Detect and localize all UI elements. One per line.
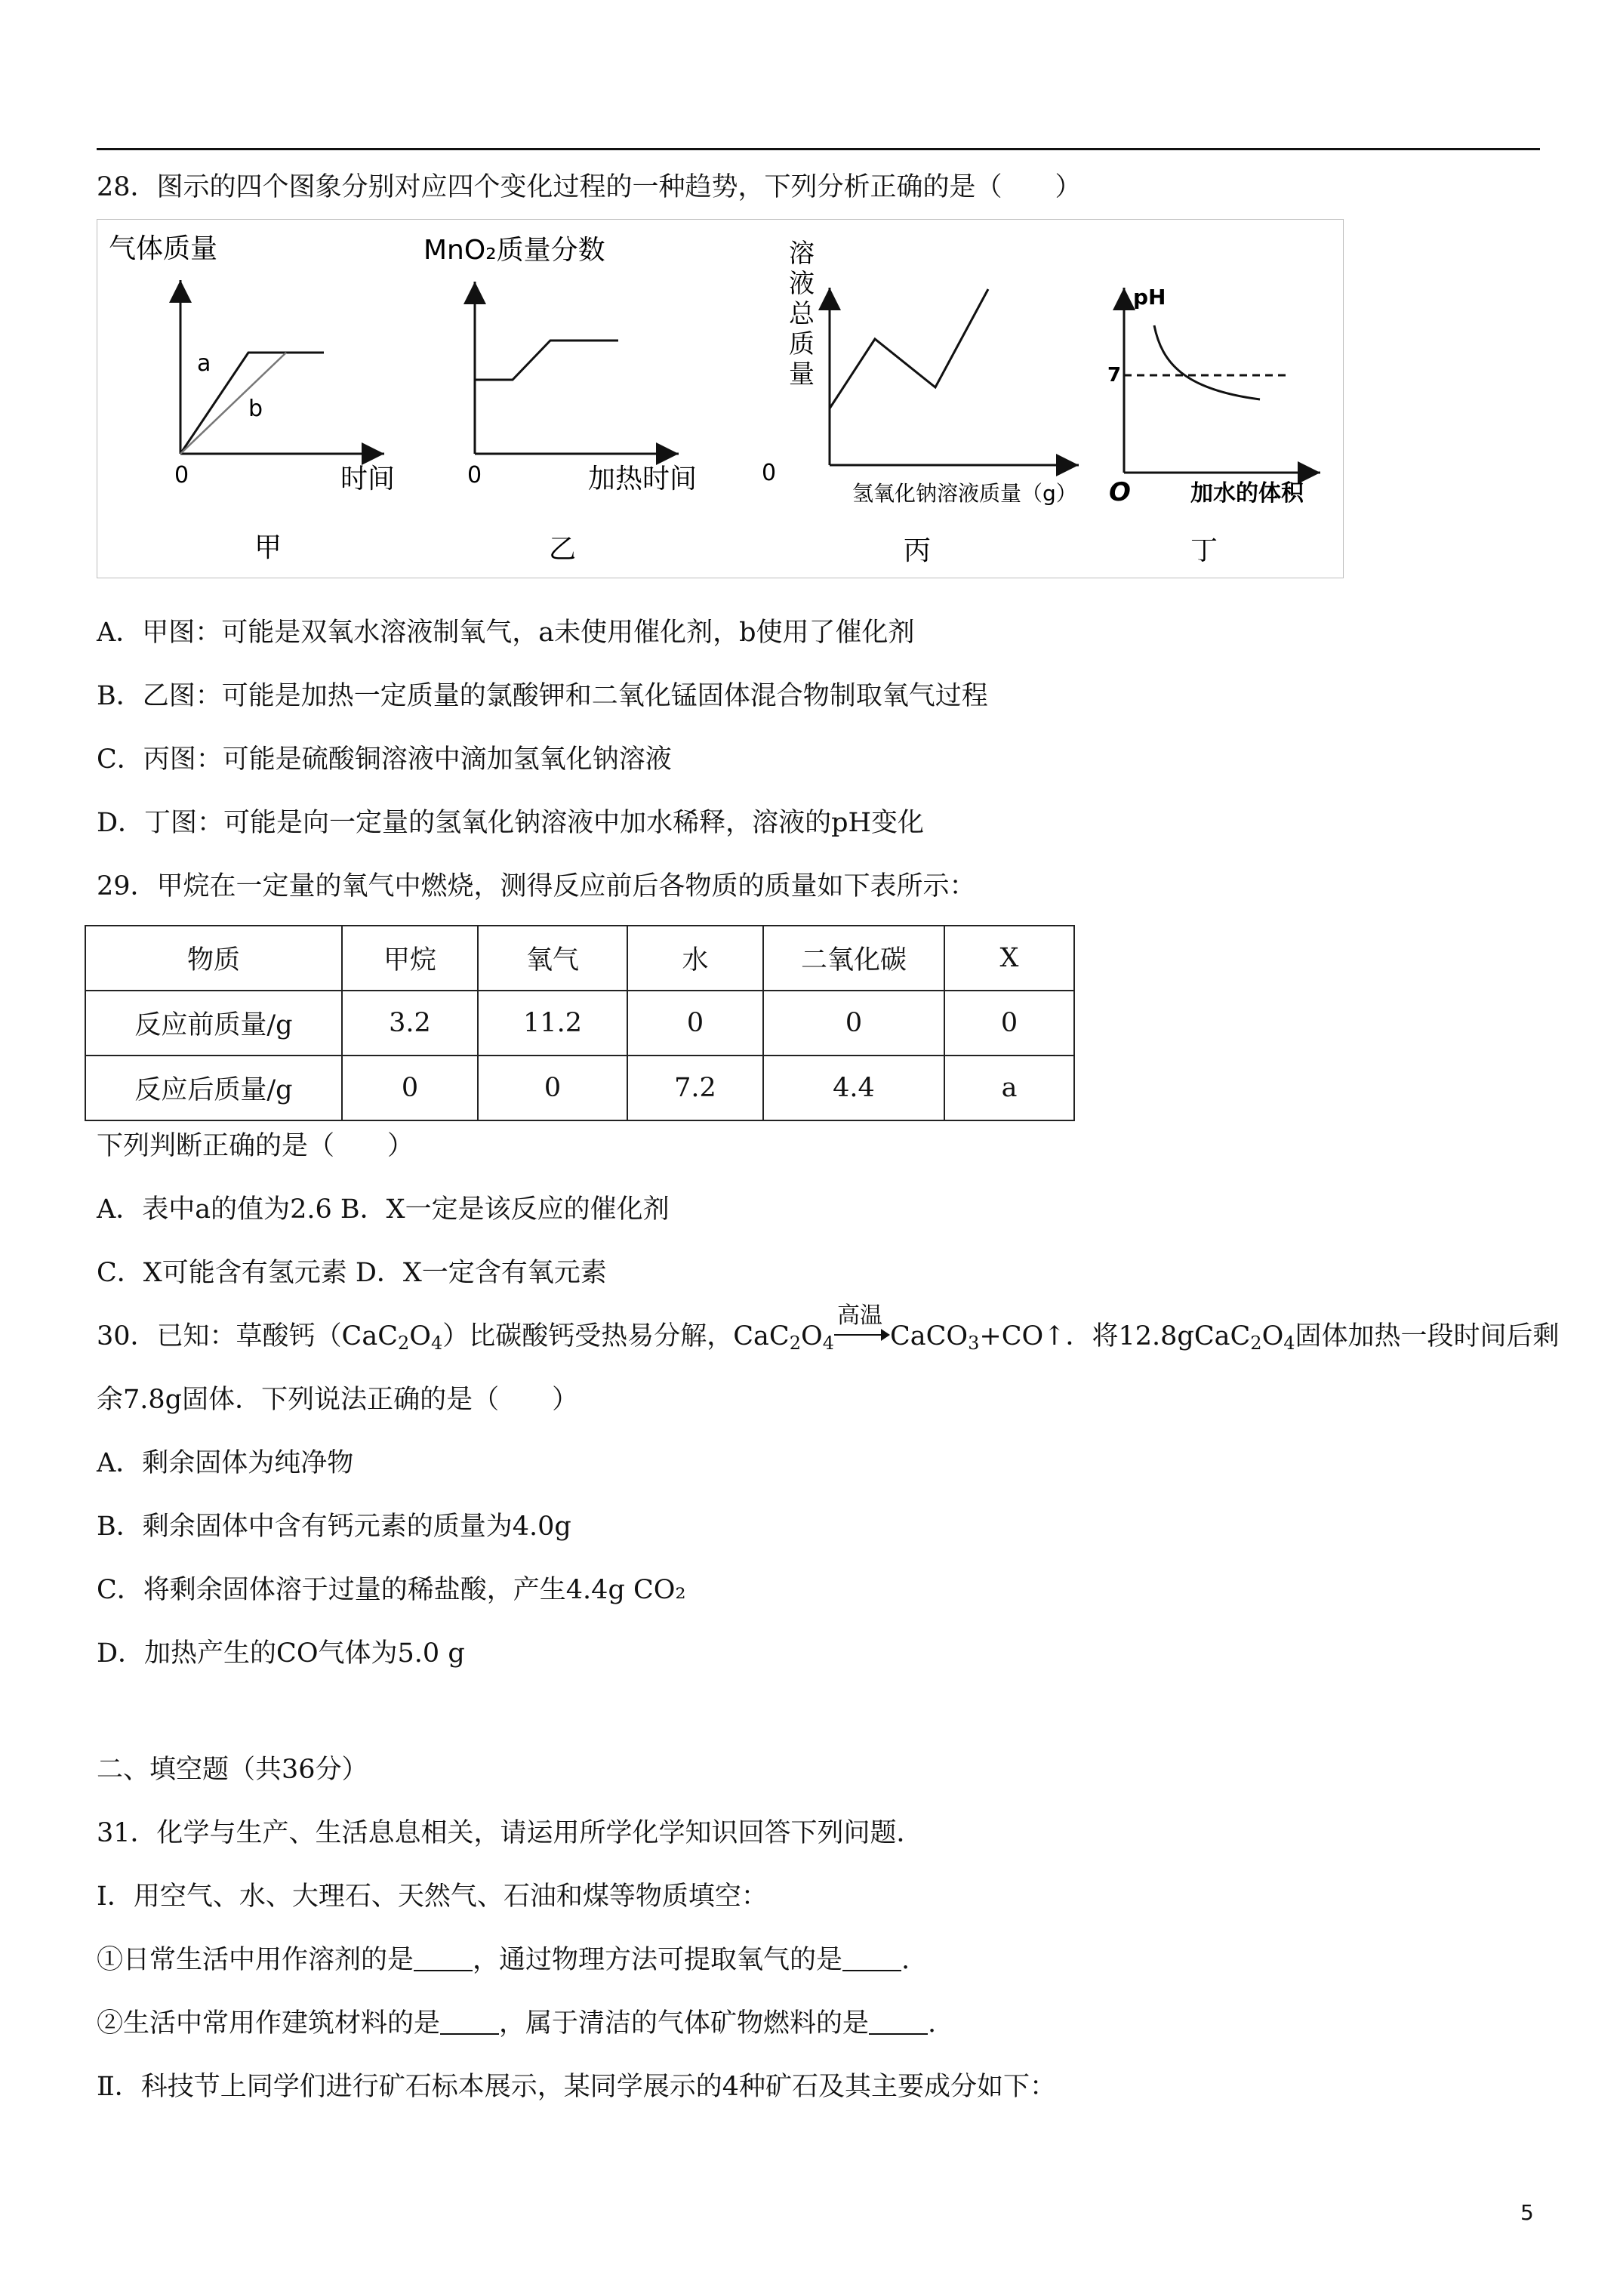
jia-caption: 甲 [254, 532, 282, 563]
table-cell: 7.2 [627, 1056, 763, 1120]
q28-option-c: C．丙图：可能是硫酸铜溶液中滴加氢氧化钠溶液 [97, 744, 672, 775]
q29-stem: 29．甲烷在一定量的氧气中燃烧，测得反应前后各物质的质量如下表所示： [97, 871, 976, 901]
q28-option-b: B．乙图：可能是加热一定质量的氯酸钾和二氧化锰固体混合物制取氧气过程 [97, 681, 988, 711]
q30-post1: CO↑．将12.8g [1001, 1321, 1194, 1351]
bing-origin: 0 [762, 460, 777, 486]
jia-ylabel: 气体质量 [109, 233, 218, 264]
table-row [85, 991, 1074, 1056]
q30-option-d: D．加热产生的CO气体为5.0 g [97, 1638, 465, 1669]
q29-table [85, 925, 1075, 1121]
table-cell: 0 [944, 991, 1074, 1056]
q28-stem: 28．图示的四个图象分别对应四个变化过程的一种趋势，下列分析正确的是（ ） [97, 172, 1082, 202]
answer-blank[interactable] [440, 2011, 499, 2035]
q31-stem: 31．化学与生产、生活息息相关，请运用所学化学知识回答下列问题． [97, 1818, 923, 1848]
jia-line-a: a [197, 350, 211, 377]
q30-option-c: C．将剩余固体溶于过量的稀盐酸，产生4.4g CO₂ [97, 1575, 686, 1605]
table-cell: 0 [478, 1056, 627, 1120]
q29-options-ab: A．表中a的值为2.6 B．X一定是该反应的催化剂 [97, 1194, 670, 1225]
ding-ylabel: pH [1133, 285, 1166, 310]
q31-item1-b: ，通过物理方法可提取氧气的是 [473, 1945, 843, 1975]
q28-option-a: A．甲图：可能是双氧水溶液制氧气，a未使用催化剂，b使用了催化剂 [97, 618, 915, 648]
ding-caption: 丁 [1190, 535, 1218, 566]
q31-item1-a: ①日常生活中用作溶剂的是 [97, 1945, 414, 1975]
graph-ding [1107, 285, 1320, 566]
q31-item1: ①日常生活中用作溶剂的是 ，通过物理方法可提取氧气的是 . [97, 1945, 910, 1975]
q30-mid: ）比碳酸钙受热易分解， [442, 1321, 734, 1351]
table-cell: 二氧化碳 [763, 926, 944, 991]
table-cell: 11.2 [478, 991, 627, 1056]
q30-stem-line1: 30．已知：草酸钙$(CaC_2O_4)$比碳酸钙受热易分解，$CaC_2O_4$ 高温 CaCO$_3$+CO↑．将$12.8gCaC_2O_4$固体加热一段时间后剩 [97, 1318, 1560, 1361]
table-cell: X [944, 926, 1074, 991]
reaction-condition: 高温 [836, 1302, 882, 1329]
q30-post2: 固体加热一段时间后剩 [1295, 1321, 1560, 1351]
table-cell: 反应前质量/g [85, 991, 342, 1056]
yi-caption: 乙 [549, 534, 577, 565]
q28-option-d: D．丁图：可能是向一定量的氢氧化钠溶液中加水稀释，溶液的pH变化 [97, 808, 924, 838]
q29-options-cd: C．X可能含有氢元素 D．X一定含有氧元素 [97, 1258, 607, 1288]
yi-origin: 0 [467, 462, 482, 488]
table-cell: 反应后质量/g [85, 1056, 342, 1120]
bing-ylabel: 溶 液 总 质 量 [789, 239, 815, 390]
q30-stem-line2: 余7.8g固体．下列说法正确的是（ ） [97, 1385, 579, 1415]
table-cell: 氧气 [478, 926, 627, 991]
answer-blank[interactable] [869, 2011, 928, 2035]
q30-option-b: B．剩余固体中含有钙元素的质量为4.0g [97, 1512, 571, 1542]
table-cell: 4.4 [763, 1056, 944, 1120]
yi-ylabel: MnO₂质量分数 [423, 235, 605, 266]
q31-item2-a: ②生活中常用作建筑材料的是 [97, 2008, 441, 2039]
q31-item2-b: ，属于清洁的气体矿物燃料的是 [499, 2008, 870, 2039]
bing-caption: 丙 [904, 535, 932, 566]
ding-origin: O [1109, 477, 1131, 507]
table-cell: 0 [342, 1056, 478, 1120]
table-cell: 甲烷 [342, 926, 478, 991]
table-cell: 0 [627, 991, 763, 1056]
table-cell: 0 [763, 991, 944, 1056]
reaction-arrow [834, 1302, 890, 1345]
answer-blank[interactable] [414, 1947, 473, 1971]
yi-xlabel: 加热时间 [588, 464, 698, 495]
jia-origin: 0 [174, 462, 189, 488]
q31-part1: Ⅰ．用空气、水、大理石、天然气、石油和煤等物质填空： [97, 1881, 768, 1912]
ding-tick7: 7 [1107, 364, 1122, 387]
jia-xlabel: 时间 [340, 464, 396, 495]
q31-item2: ②生活中常用作建筑材料的是 ，属于清洁的气体矿物燃料的是 . [97, 2008, 937, 2039]
table-cell: 水 [627, 926, 763, 991]
table-header-row [85, 926, 1074, 991]
jia-line-b: b [248, 396, 263, 422]
table-row [85, 1056, 1074, 1120]
ding-xlabel: 加水的体积 [1190, 480, 1304, 507]
table-cell: 3.2 [342, 991, 478, 1056]
q30-option-a: A．剩余固体为纯净物 [97, 1448, 354, 1478]
page-number: 5 [1520, 2200, 1534, 2225]
table-cell: 物质 [85, 926, 342, 991]
bing-xlabel: 氢氧化钠溶液质量（g） [852, 481, 1077, 506]
graph-bing [762, 239, 1079, 566]
graph-jia [109, 233, 395, 563]
q29-judge: 下列判断正确的是（ ） [97, 1131, 414, 1161]
q30-pre: 30．已知：草酸钙（ [97, 1321, 342, 1351]
answer-blank[interactable] [842, 1947, 901, 1971]
table-cell: a [944, 1056, 1074, 1120]
graph-yi [423, 235, 697, 565]
q31-part2: Ⅱ．科技节上同学们进行矿石标本展示，某同学展示的4种矿石及其主要成分如下： [97, 2072, 1057, 2102]
section-title: 二、填空题（共36分） [97, 1755, 368, 1785]
header-rule [97, 148, 1540, 150]
q28-figure [97, 219, 1344, 578]
